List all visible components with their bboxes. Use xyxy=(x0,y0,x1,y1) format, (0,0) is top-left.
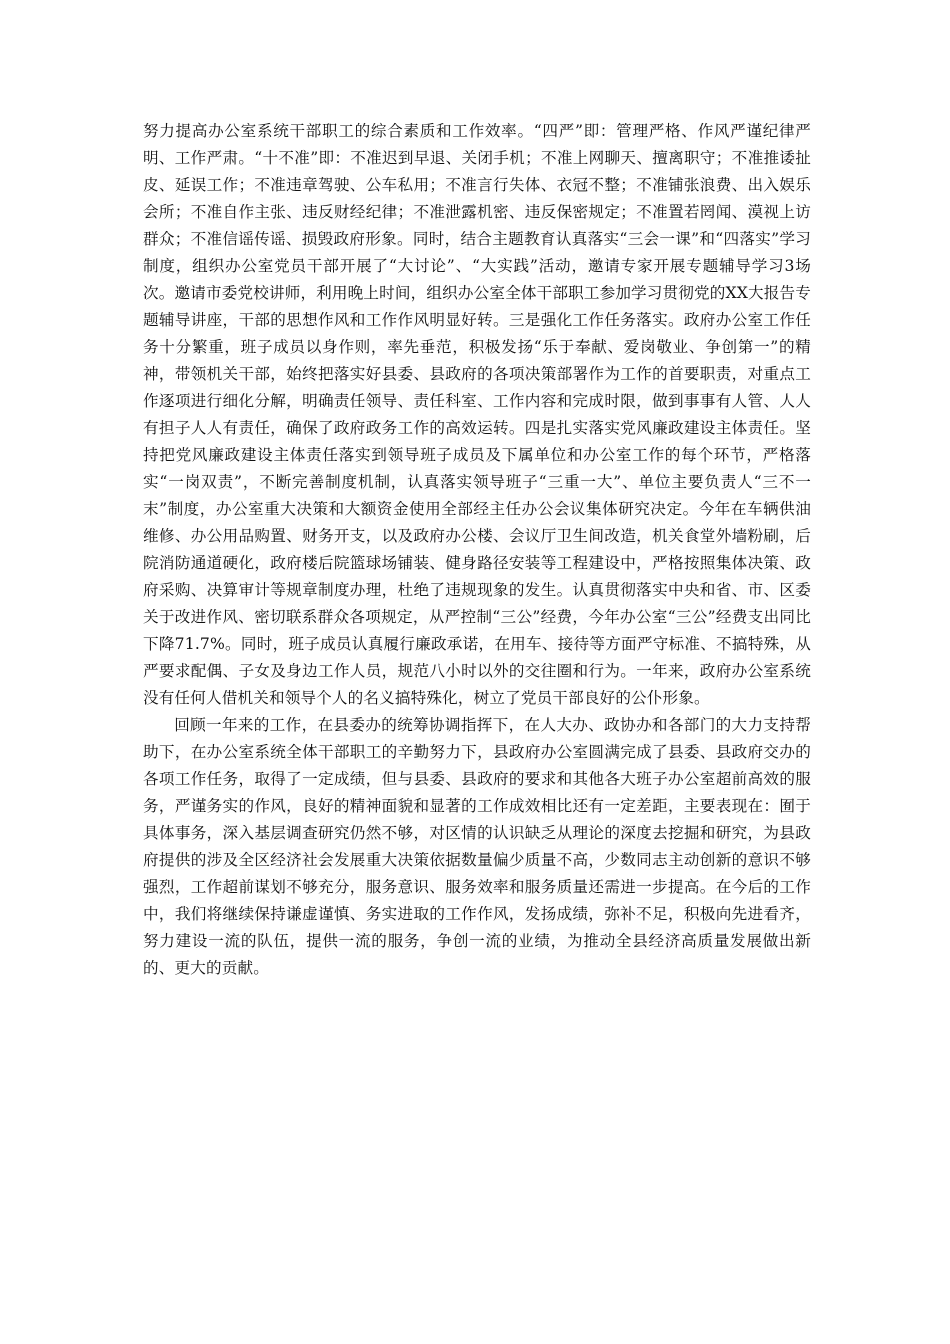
body-paragraph-2: 回顾一年来的工作，在县委办的统筹协调指挥下，在人大办、政协办和各部门的大力支持帮助下，在办公室系统全体干部职工的辛勤努力下，县政府办公室圆满完成了县委、县政府交办的各项工作任务，取得了一定成绩，但与县委、县政府的要求和其他各大班子办公室超前高效的服务，严谨务实的作风，良好的精神面貌和显著的工作成效相比还有一定差距，主要表现在：囿于具体事务，深入基层调查研究仍然不够，对区情的认识缺乏从理论的深度去挖掘和研究，为县政府提供的涉及全区经济社会发展重大决策依据数量偏少质量不高，少数同志主动创新的意识不够强烈，工作超前谋划不够充分，服务意识、服务效率和服务质量还需进一步提高。在今后的工作中，我们将继续保持谦虚谨慎、务实进取的工作作风，发扬成绩，弥补不足，积极向先进看齐，努力建设一流的队伍，提供一流的服务，争创一流的业绩，为推动全县经济高质量发展做出新的、更大的贡献。 xyxy=(143,716,811,977)
body-paragraph-1: 努力提高办公室系统干部职工的综合素质和工作效率。“四严”即：管理严格、作风严谨纪律严明、工作严肃。“十不准”即：不准迟到早退、关闭手机；不准上网聊天、擅离职守；不准推诿扯皮、延误工作；不准违章驾驶、公车私用；不准言行失体、衣冠不整；不准铺张浪费、出入娱乐会所；不准自作主张、违反财经纪律；不准泄露机密、违反保密规定；不准置若罔闻、漠视上访群众；不准信谣传谣、损毁政府形象。同时，结合主题教育认真落实“三会一课”和“四落实”学习制度，组织办公室党员干部开展了“大讨论”、“大实践”活动，邀请专家开展专题辅导学习3场次。邀请市委党校讲师，利用晚上时间，组织办公室全体干部职工参加学习贯彻党的XX大报告专题辅导讲座，干部的思想作风和工作作风明显好转。三是强化工作任务落实。政府办公室工作任务十分繁重，班子成员以身作则，率先垂范，积极发扬“乐于奉献、爱岗敬业、争创第一”的精神，带领机关干部，始终把落实好县委、县政府的各项决策部署作为工作的首要职责，对重点工作逐项进行细化分解，明确责任领导、责任科室、工作内容和完成时限，做到事事有人管、人人有担子人人有责任，确保了政府政务工作的高效运转。四是扎实落实党风廉政建设主体责任。坚持把党风廉政建设主体责任落实到领导班子成员及下属单位和办公室工作的每个环节，严格落实“一岗双责”，不断完善制度机制，认真落实领导班子“三重一大”、单位主要负责人“三不一末”制度，办公室重大决策和大额资金使用全部经主任办公会议集体研究决定。今年在车辆供油维修、办公用品购置、财务开支，以及政府办公楼、会议厅卫生间改造，机关食堂外墙粉刷，后院消防通道硬化，政府楼后院篮球场铺装、健身路径安装等工程建设中，严格按照集体决策、政府采购、决算审计等规章制度办理，杜绝了违规现象的发生。认真贯彻落实中央和省、市、区委关于改进作风、密切联系群众各项规定，从严控制“三公”经费，今年办公室“三公”经费支出同比下降71.7%。同时，班子成员认真履行廉政承诺，在用车、接待等方面严守标准、不搞特殊，从严要求配偶、子女及身边工作人员，规范八小时以外的交往圈和行为。一年来，政府办公室系统没有任何人借机关和领导个人的名义搞特殊化，树立了党员干部良好的公仆形象。 xyxy=(143,122,811,707)
document-page xyxy=(143,118,811,982)
